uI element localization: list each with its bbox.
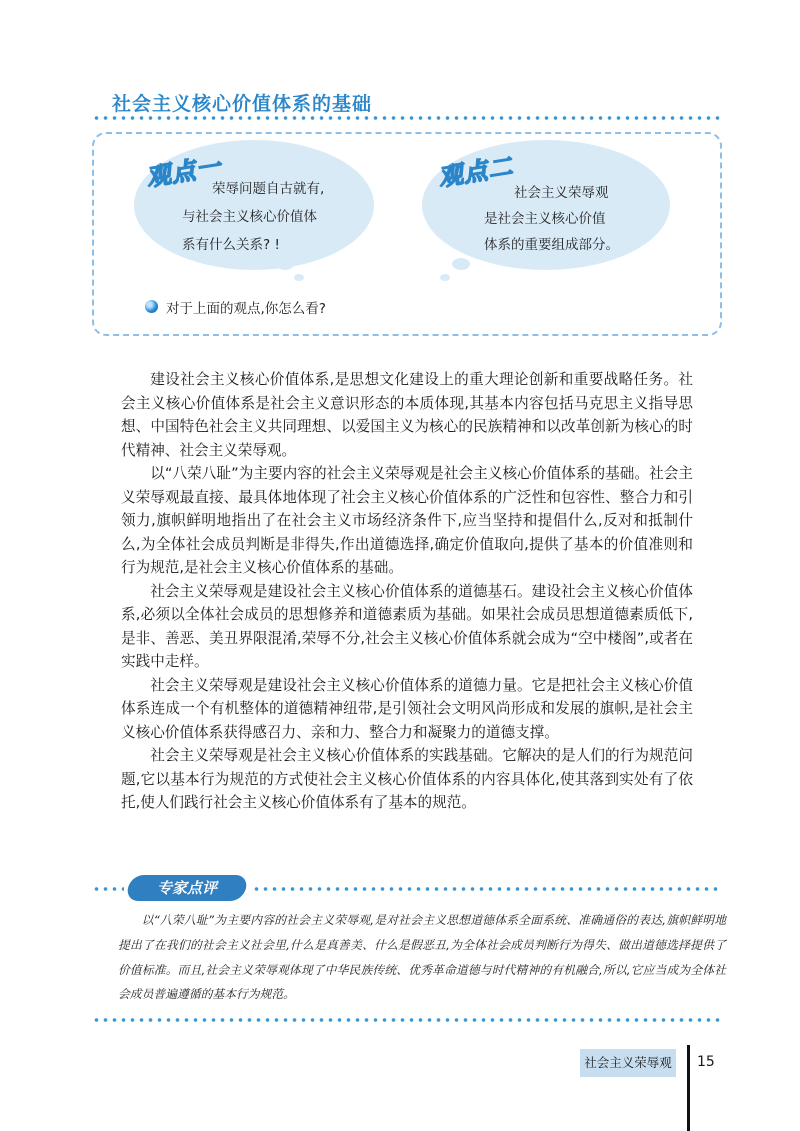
expert-label: 专家点评 [156, 879, 217, 897]
expert-comment: 以“八荣八耻”为主要内容的社会主义荣辱观,是对社会主义思想道德体系全面系统、准确通俗的表达,旗帜鲜明地提出了在我们的社会主义社会里,什么是真善美、什么是假恶丑,为全体社会成员判断行为得失、做出道德选择提供了价值标准。而且,社会主义荣辱观体现了中华民族传统、优秀革命道德与时代精神的有机融合,所以,它应当成为全体社会成员普遍遵循的基本行为规范。 [118, 913, 726, 1002]
paragraph-5: 社会主义荣辱观是社会主义核心价值体系的实践基础。它解决的是人们的行为规范问题,它以基本行为规范的方式使社会主义核心价值体系的内容具体化,使其落到实处有了依托,使人们践行社会主义核心价值体系有了基本的规范。 [121, 747, 693, 811]
paragraph-3: 社会主义荣辱观是建设社会主义核心价值体系的道德基石。建设社会主义核心价值体系,必须以全体社会成员的思想修养和道德素质为基础。如果社会成员思想道德素质低下,是非、善恶、美丑界限混淆,荣辱不分,社会主义核心价值体系就会成为“空中楼阁”,或者在实践中走样。 [121, 582, 693, 670]
bubble-2-dot-small [440, 274, 450, 281]
bubble-1-dot-small [294, 274, 304, 281]
expert-dotted-divider-left [92, 886, 124, 892]
bubble-1-dot-large [276, 258, 294, 270]
paragraph-4: 社会主义荣辱观是建设社会主义核心价值体系的道德力量。它是把社会主义核心价值体系连成一个有机整体的道德精神纽带,是引领社会文明风尚形成和发展的旗帜,是社会主义核心价值体系获得感召力、亲和力、整合力和凝聚力的道德支撑。 [121, 676, 693, 741]
title-dotted-divider [92, 115, 720, 121]
expert-bottom-divider [92, 1017, 722, 1023]
page-number: 15 [697, 1054, 715, 1070]
section-title: 社会主义核心价值体系的基础 [112, 93, 373, 115]
viewpoint-2-line-3: 体系的重要组成部分。 [484, 237, 619, 253]
globe-bullet-icon [145, 300, 158, 313]
running-footer-title: 社会主义荣辱观 [580, 1049, 676, 1077]
viewpoint-1-line-1: 荣辱问题自古就有, [212, 181, 325, 197]
viewpoint-1-line-2: 与社会主义核心价值体 [182, 209, 317, 225]
bubble-2-dot-large [452, 258, 470, 270]
viewpoint-2-line-2: 是社会主义核心价值 [484, 211, 606, 227]
paragraph-1: 建设社会主义核心价值体系,是思想文化建设上的重大理论创新和重要战略任务。社会主义核心价值体系是社会主义意识形态的本质体现,其基本内容包括马克思主义指导思想、中国特色社会主义共同理想、以爱国主义为核心的民族精神和以改革创新为核心的时代精神、社会主义荣辱观。 [121, 371, 693, 459]
paragraph-2: 以“八荣八耻”为主要内容的社会主义荣辱观是社会主义核心价值体系的基础。社会主义荣辱观最直接、最具体地体现了社会主义核心价值体系的广泛性和包容性、整合力和引领力,旗帜鲜明地指出了在社会主义市场经济条件下,应当坚持和提倡什么,反对和抵制什么,为全体社会成员判断是非得失,作出道德选择,确定价值取向,提供了基本的价值准则和行为规范,是社会主义核心价值体系的基础。 [121, 465, 693, 576]
viewpoint-1-label: 观点一 [144, 151, 224, 192]
viewpoint-2-label: 观点二 [436, 151, 516, 192]
viewpoint-1-line-3: 系有什么关系? ! [182, 237, 280, 253]
footer-vertical-rule [687, 1045, 690, 1131]
discussion-question: 对于上面的观点,你怎么看? [166, 301, 326, 317]
body-text [121, 368, 693, 815]
viewpoint-2-line-1: 社会主义荣辱观 [514, 185, 609, 201]
expert-dotted-divider-right [252, 886, 722, 892]
